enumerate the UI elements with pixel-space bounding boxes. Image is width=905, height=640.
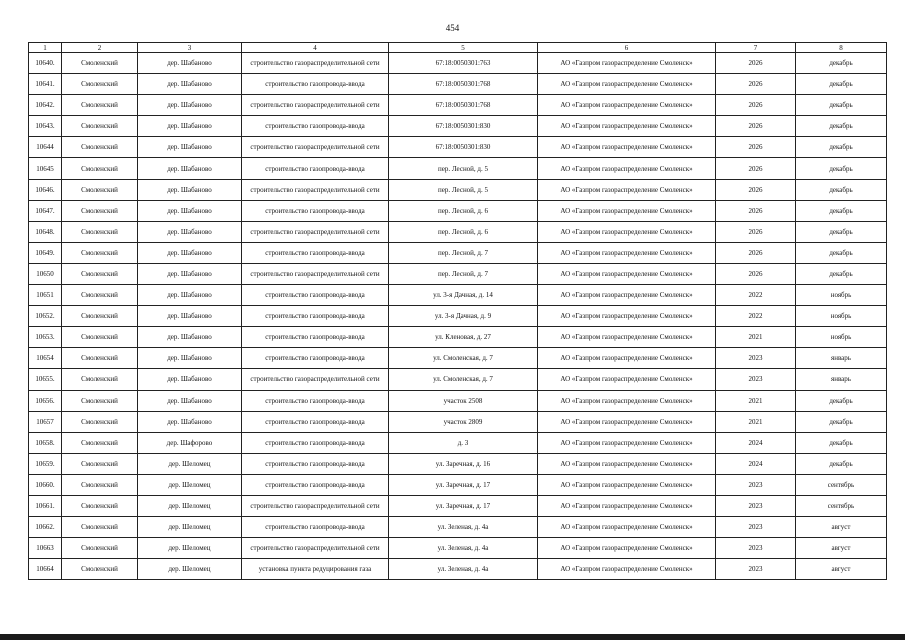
- cell-organization: АО «Газпром газораспределение Смоленск»: [538, 74, 716, 95]
- cell-month: август: [796, 538, 887, 559]
- cell-month: ноябрь: [796, 327, 887, 348]
- cell-district: Смоленский: [62, 327, 138, 348]
- cell-settlement: дер. Шеломец: [138, 538, 242, 559]
- cell-settlement: дер. Шабаново: [138, 179, 242, 200]
- cell-work-type: строительство газопровода-ввода: [242, 242, 389, 263]
- cell-organization: АО «Газпром газораспределение Смоленск»: [538, 411, 716, 432]
- cell-month: сентябрь: [796, 474, 887, 495]
- table-body: [29, 53, 887, 580]
- cell-work-type: строительство газораспределительной сети: [242, 137, 389, 158]
- cell-row-number: 10641.: [29, 74, 62, 95]
- cell-row-number: 10642.: [29, 95, 62, 116]
- cell-year: 2026: [716, 53, 796, 74]
- cell-organization: АО «Газпром газораспределение Смоленск»: [538, 158, 716, 179]
- cell-district: Смоленский: [62, 116, 138, 137]
- cell-month: декабрь: [796, 74, 887, 95]
- cell-row-number: 10660.: [29, 474, 62, 495]
- cell-year: 2026: [716, 95, 796, 116]
- cell-settlement: дер. Шабаново: [138, 221, 242, 242]
- cell-month: декабрь: [796, 53, 887, 74]
- cell-year: 2021: [716, 411, 796, 432]
- cell-address: ул. Зеленая, д. 4а: [389, 559, 538, 580]
- cell-row-number: 10647.: [29, 200, 62, 221]
- cell-row-number: 10640.: [29, 53, 62, 74]
- cell-row-number: 10646.: [29, 179, 62, 200]
- table-row: [29, 559, 887, 580]
- table-row: [29, 179, 887, 200]
- table-row: [29, 137, 887, 158]
- cell-address: ул. Кленовая, д. 27: [389, 327, 538, 348]
- cell-year: 2026: [716, 179, 796, 200]
- cell-row-number: 10655.: [29, 369, 62, 390]
- cell-year: 2023: [716, 538, 796, 559]
- cell-organization: АО «Газпром газораспределение Смоленск»: [538, 285, 716, 306]
- cell-row-number: 10657: [29, 411, 62, 432]
- cell-address: 67:18:0050301:830: [389, 116, 538, 137]
- cell-work-type: строительство газопровода-ввода: [242, 474, 389, 495]
- cell-address: ул. Смоленская, д. 7: [389, 348, 538, 369]
- table-row: [29, 327, 887, 348]
- cell-address: ул. 3-я Дачная, д. 14: [389, 285, 538, 306]
- cell-month: декабрь: [796, 158, 887, 179]
- cell-work-type: строительство газораспределительной сети: [242, 538, 389, 559]
- cell-month: август: [796, 517, 887, 538]
- cell-month: ноябрь: [796, 306, 887, 327]
- cell-year: 2023: [716, 517, 796, 538]
- cell-district: Смоленский: [62, 95, 138, 116]
- cell-address: 67:18:0050301:830: [389, 137, 538, 158]
- table-row: [29, 242, 887, 263]
- cell-month: декабрь: [796, 137, 887, 158]
- cell-work-type: строительство газопровода-ввода: [242, 432, 389, 453]
- cell-row-number: 10651: [29, 285, 62, 306]
- cell-row-number: 10656.: [29, 390, 62, 411]
- cell-row-number: 10653.: [29, 327, 62, 348]
- cell-address: пер. Лесной, д. 6: [389, 221, 538, 242]
- cell-address: пер. Лесной, д. 7: [389, 263, 538, 284]
- cell-work-type: строительство газораспределительной сети: [242, 221, 389, 242]
- cell-row-number: 10658.: [29, 432, 62, 453]
- cell-year: 2026: [716, 158, 796, 179]
- cell-row-number: 10650: [29, 263, 62, 284]
- cell-district: Смоленский: [62, 559, 138, 580]
- cell-year: 2024: [716, 432, 796, 453]
- cell-work-type: строительство газопровода-ввода: [242, 116, 389, 137]
- table-row: [29, 74, 887, 95]
- scan-edge: [0, 634, 905, 640]
- column-header-3: 3: [138, 43, 242, 53]
- cell-settlement: дер. Шеломец: [138, 474, 242, 495]
- cell-address: ул. Зеленая, д. 4а: [389, 517, 538, 538]
- cell-settlement: дер. Шафорово: [138, 432, 242, 453]
- cell-address: 67:18:0050301:768: [389, 74, 538, 95]
- cell-work-type: строительство газопровода-ввода: [242, 200, 389, 221]
- cell-organization: АО «Газпром газораспределение Смоленск»: [538, 200, 716, 221]
- cell-year: 2026: [716, 74, 796, 95]
- cell-settlement: дер. Шабаново: [138, 306, 242, 327]
- cell-month: декабрь: [796, 179, 887, 200]
- cell-month: ноябрь: [796, 285, 887, 306]
- cell-year: 2023: [716, 559, 796, 580]
- cell-district: Смоленский: [62, 306, 138, 327]
- column-header-6: 6: [538, 43, 716, 53]
- table-row: [29, 348, 887, 369]
- cell-settlement: дер. Шеломец: [138, 517, 242, 538]
- cell-organization: АО «Газпром газораспределение Смоленск»: [538, 538, 716, 559]
- cell-district: Смоленский: [62, 137, 138, 158]
- cell-address: ул. Заречная, д. 16: [389, 453, 538, 474]
- cell-settlement: дер. Шабаново: [138, 327, 242, 348]
- table-row: [29, 495, 887, 516]
- cell-year: 2026: [716, 116, 796, 137]
- cell-address: участок 2809: [389, 411, 538, 432]
- column-header-2: 2: [62, 43, 138, 53]
- cell-district: Смоленский: [62, 158, 138, 179]
- cell-year: 2026: [716, 263, 796, 284]
- cell-month: декабрь: [796, 390, 887, 411]
- cell-work-type: строительство газораспределительной сети: [242, 263, 389, 284]
- cell-organization: АО «Газпром газораспределение Смоленск»: [538, 263, 716, 284]
- cell-settlement: дер. Шабаново: [138, 53, 242, 74]
- cell-row-number: 10663: [29, 538, 62, 559]
- cell-settlement: дер. Шеломец: [138, 453, 242, 474]
- cell-month: январь: [796, 348, 887, 369]
- cell-year: 2026: [716, 221, 796, 242]
- cell-year: 2026: [716, 137, 796, 158]
- cell-address: пер. Лесной, д. 5: [389, 179, 538, 200]
- cell-organization: АО «Газпром газораспределение Смоленск»: [538, 327, 716, 348]
- cell-month: январь: [796, 369, 887, 390]
- cell-district: Смоленский: [62, 285, 138, 306]
- cell-address: ул. Зеленая, д. 4а: [389, 538, 538, 559]
- cell-district: Смоленский: [62, 348, 138, 369]
- cell-month: декабрь: [796, 242, 887, 263]
- cell-settlement: дер. Шабаново: [138, 242, 242, 263]
- cell-district: Смоленский: [62, 221, 138, 242]
- cell-row-number: 10643.: [29, 116, 62, 137]
- cell-organization: АО «Газпром газораспределение Смоленск»: [538, 390, 716, 411]
- cell-work-type: строительство газораспределительной сети: [242, 495, 389, 516]
- cell-district: Смоленский: [62, 453, 138, 474]
- cell-address: пер. Лесной, д. 5: [389, 158, 538, 179]
- table-row: [29, 53, 887, 74]
- cell-month: декабрь: [796, 263, 887, 284]
- cell-row-number: 10649.: [29, 242, 62, 263]
- cell-month: сентябрь: [796, 495, 887, 516]
- cell-year: 2022: [716, 285, 796, 306]
- cell-settlement: дер. Шабаново: [138, 369, 242, 390]
- cell-work-type: строительство газопровода-ввода: [242, 158, 389, 179]
- cell-work-type: установка пункта редуцирования газа: [242, 559, 389, 580]
- cell-settlement: дер. Шабаново: [138, 200, 242, 221]
- cell-work-type: строительство газопровода-ввода: [242, 411, 389, 432]
- table-row: [29, 158, 887, 179]
- cell-settlement: дер. Шабаново: [138, 158, 242, 179]
- cell-organization: АО «Газпром газораспределение Смоленск»: [538, 242, 716, 263]
- cell-settlement: дер. Шабаново: [138, 95, 242, 116]
- cell-district: Смоленский: [62, 517, 138, 538]
- table-row: [29, 285, 887, 306]
- cell-district: Смоленский: [62, 74, 138, 95]
- gasification-table: [28, 42, 887, 580]
- cell-address: ул. 3-я Дачная, д. 9: [389, 306, 538, 327]
- cell-row-number: 10652.: [29, 306, 62, 327]
- cell-organization: АО «Газпром газораспределение Смоленск»: [538, 517, 716, 538]
- cell-work-type: строительство газопровода-ввода: [242, 453, 389, 474]
- cell-row-number: 10644: [29, 137, 62, 158]
- cell-settlement: дер. Шеломец: [138, 495, 242, 516]
- cell-organization: АО «Газпром газораспределение Смоленск»: [538, 221, 716, 242]
- cell-year: 2023: [716, 348, 796, 369]
- cell-month: август: [796, 559, 887, 580]
- cell-work-type: строительство газораспределительной сети: [242, 179, 389, 200]
- cell-address: участок 2508: [389, 390, 538, 411]
- cell-month: декабрь: [796, 432, 887, 453]
- cell-work-type: строительство газопровода-ввода: [242, 390, 389, 411]
- cell-month: декабрь: [796, 200, 887, 221]
- cell-work-type: строительство газораспределительной сети: [242, 53, 389, 74]
- table-row: [29, 306, 887, 327]
- table-row: [29, 390, 887, 411]
- cell-district: Смоленский: [62, 411, 138, 432]
- cell-organization: АО «Газпром газораспределение Смоленск»: [538, 137, 716, 158]
- cell-settlement: дер. Шабаново: [138, 137, 242, 158]
- cell-year: 2023: [716, 369, 796, 390]
- cell-year: 2023: [716, 474, 796, 495]
- table-row: [29, 474, 887, 495]
- cell-work-type: строительство газораспределительной сети: [242, 369, 389, 390]
- table-row: [29, 538, 887, 559]
- column-header-row: [29, 43, 887, 53]
- table-row: [29, 517, 887, 538]
- cell-district: Смоленский: [62, 495, 138, 516]
- cell-district: Смоленский: [62, 263, 138, 284]
- column-header-4: 4: [242, 43, 389, 53]
- cell-row-number: 10645: [29, 158, 62, 179]
- cell-work-type: строительство газопровода-ввода: [242, 348, 389, 369]
- cell-row-number: 10661.: [29, 495, 62, 516]
- cell-address: пер. Лесной, д. 7: [389, 242, 538, 263]
- cell-settlement: дер. Шабаново: [138, 285, 242, 306]
- cell-month: декабрь: [796, 95, 887, 116]
- cell-month: декабрь: [796, 411, 887, 432]
- cell-address: 67:18:0050301:768: [389, 95, 538, 116]
- cell-organization: АО «Газпром газораспределение Смоленск»: [538, 306, 716, 327]
- cell-organization: АО «Газпром газораспределение Смоленск»: [538, 559, 716, 580]
- cell-year: 2021: [716, 327, 796, 348]
- cell-district: Смоленский: [62, 179, 138, 200]
- cell-settlement: дер. Шабаново: [138, 74, 242, 95]
- cell-address: ул. Заречная, д. 17: [389, 495, 538, 516]
- column-header-8: 8: [796, 43, 887, 53]
- cell-district: Смоленский: [62, 242, 138, 263]
- cell-year: 2026: [716, 200, 796, 221]
- cell-settlement: дер. Шеломец: [138, 559, 242, 580]
- cell-settlement: дер. Шабаново: [138, 348, 242, 369]
- cell-organization: АО «Газпром газораспределение Смоленск»: [538, 348, 716, 369]
- table-row: [29, 263, 887, 284]
- cell-work-type: строительство газораспределительной сети: [242, 95, 389, 116]
- table-row: [29, 411, 887, 432]
- table-row: [29, 369, 887, 390]
- cell-work-type: строительство газопровода-ввода: [242, 517, 389, 538]
- cell-organization: АО «Газпром газораспределение Смоленск»: [538, 116, 716, 137]
- cell-settlement: дер. Шабаново: [138, 116, 242, 137]
- cell-year: 2022: [716, 306, 796, 327]
- cell-year: 2026: [716, 242, 796, 263]
- cell-work-type: строительство газопровода-ввода: [242, 74, 389, 95]
- cell-district: Смоленский: [62, 200, 138, 221]
- cell-row-number: 10664: [29, 559, 62, 580]
- column-header-1: 1: [29, 43, 62, 53]
- cell-organization: АО «Газпром газораспределение Смоленск»: [538, 432, 716, 453]
- column-header-7: 7: [716, 43, 796, 53]
- cell-district: Смоленский: [62, 432, 138, 453]
- cell-organization: АО «Газпром газораспределение Смоленск»: [538, 95, 716, 116]
- cell-address: д. 3: [389, 432, 538, 453]
- cell-year: 2023: [716, 495, 796, 516]
- cell-organization: АО «Газпром газораспределение Смоленск»: [538, 474, 716, 495]
- cell-month: декабрь: [796, 453, 887, 474]
- cell-district: Смоленский: [62, 369, 138, 390]
- table-row: [29, 432, 887, 453]
- cell-district: Смоленский: [62, 53, 138, 74]
- cell-organization: АО «Газпром газораспределение Смоленск»: [538, 453, 716, 474]
- cell-district: Смоленский: [62, 538, 138, 559]
- table-row: [29, 116, 887, 137]
- cell-district: Смоленский: [62, 474, 138, 495]
- cell-address: пер. Лесной, д. 6: [389, 200, 538, 221]
- cell-address: 67:18:0050301:763: [389, 53, 538, 74]
- cell-year: 2021: [716, 390, 796, 411]
- table-row: [29, 95, 887, 116]
- cell-work-type: строительство газопровода-ввода: [242, 327, 389, 348]
- column-header-5: 5: [389, 43, 538, 53]
- cell-organization: АО «Газпром газораспределение Смоленск»: [538, 495, 716, 516]
- cell-year: 2024: [716, 453, 796, 474]
- cell-settlement: дер. Шабаново: [138, 411, 242, 432]
- cell-address: ул. Заречная, д. 17: [389, 474, 538, 495]
- cell-address: ул. Смоленская, д. 7: [389, 369, 538, 390]
- cell-organization: АО «Газпром газораспределение Смоленск»: [538, 179, 716, 200]
- cell-month: декабрь: [796, 221, 887, 242]
- cell-month: декабрь: [796, 116, 887, 137]
- table-row: [29, 221, 887, 242]
- table-row: [29, 453, 887, 474]
- page-number: 454: [445, 23, 460, 33]
- cell-settlement: дер. Шабаново: [138, 263, 242, 284]
- cell-work-type: строительство газопровода-ввода: [242, 306, 389, 327]
- cell-organization: АО «Газпром газораспределение Смоленск»: [538, 53, 716, 74]
- cell-row-number: 10654: [29, 348, 62, 369]
- cell-work-type: строительство газопровода-ввода: [242, 285, 389, 306]
- cell-district: Смоленский: [62, 390, 138, 411]
- cell-row-number: 10648.: [29, 221, 62, 242]
- cell-row-number: 10662.: [29, 517, 62, 538]
- cell-organization: АО «Газпром газораспределение Смоленск»: [538, 369, 716, 390]
- cell-row-number: 10659.: [29, 453, 62, 474]
- table-row: [29, 200, 887, 221]
- cell-settlement: дер. Шабаново: [138, 390, 242, 411]
